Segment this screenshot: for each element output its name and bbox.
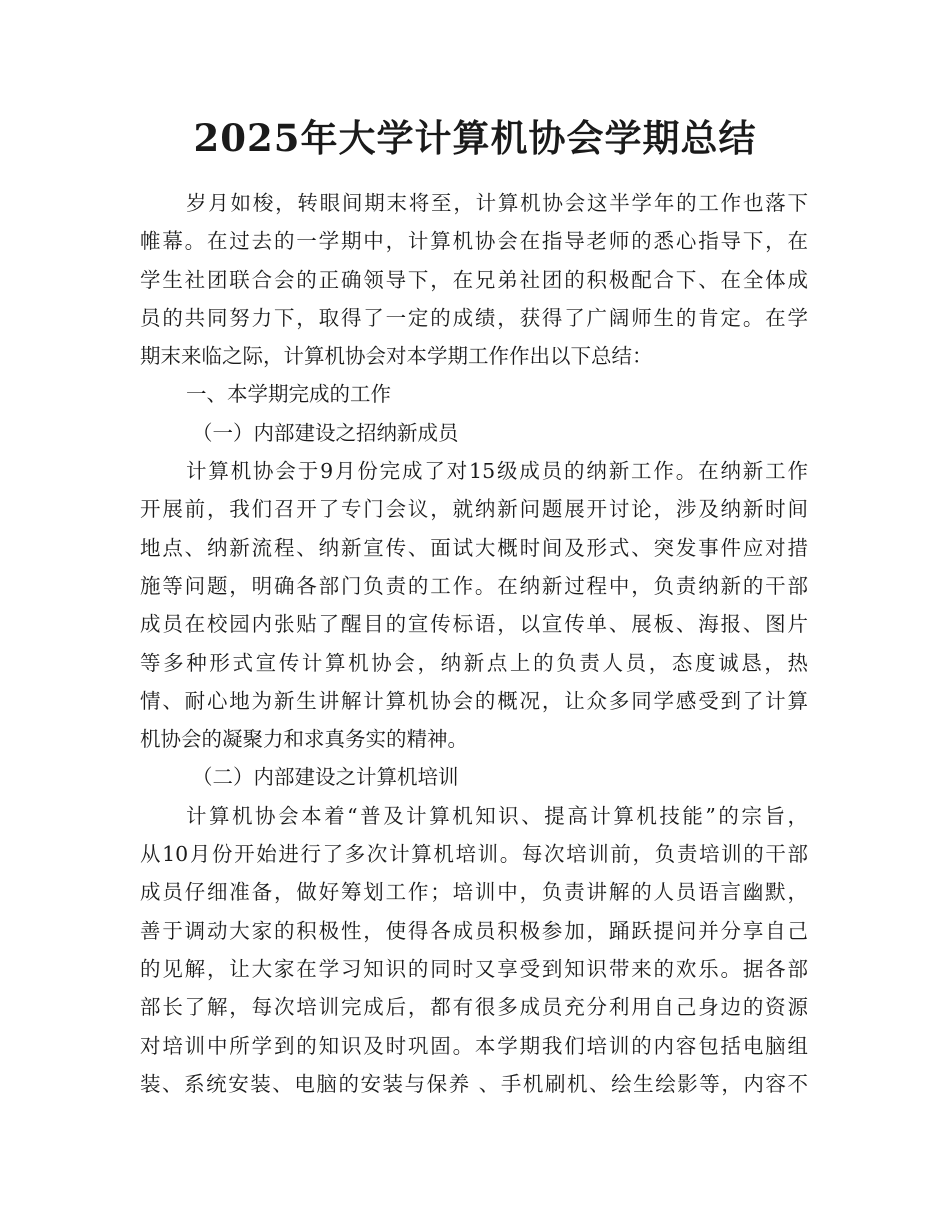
body-line: 施等问题，明确各部门负责的工作。在纳新过程中，负责纳新的干部 [140, 573, 808, 598]
body-line: 员的共同努力下，取得了一定的成绩，获得了广阔师生的肯定。在学 [140, 305, 808, 330]
body-line: 部长了解，每次培训完成后，都有很多成员充分利用自己身边的资源 [140, 995, 808, 1020]
subsection-heading: （二）内部建设之计算机培训 [192, 765, 459, 790]
document-body [140, 184, 808, 1103]
body-line: 期末来临之际，计算机协会对本学期工作作出以下总结： [140, 344, 653, 369]
body-line: 善于调动大家的积极性，使得各成员积极参加，踊跃提问并分享自己 [140, 918, 808, 943]
body-line: 开展前，我们召开了专门会议，就纳新问题展开讨论，涉及纳新时间 [140, 497, 808, 522]
document-title: 2025年大学计算机协会学期总结 [193, 116, 757, 160]
body-line: 从10月份开始进行了多次计算机培训。每次培训前，负责培训的干部 [140, 842, 808, 867]
body-line: 学生社团联合会的正确领导下，在兄弟社团的积极配合下、在全体成 [140, 267, 808, 292]
body-line: 帷幕。在过去的一学期中，计算机协会在指导老师的悉心指导下，在 [140, 229, 808, 254]
body-line: 装、系统安装、电脑的安装与保养 、手机刷机、绘生绘影等，内容不 [140, 1071, 808, 1096]
body-line: 成员仔细准备，做好筹划工作；培训中，负责讲解的人员语言幽默， [140, 880, 808, 905]
body-line: 情、耐心地为新生讲解计算机协会的概况，让众多同学感受到了计算 [140, 688, 808, 713]
section-heading: 一、本学期完成的工作 [186, 382, 391, 407]
subsection-heading: （一）内部建设之招纳新成员 [192, 420, 459, 445]
body-line: 计算机协会于9月份完成了对15级成员的纳新工作。在纳新工作 [186, 459, 808, 484]
body-line: 成员在校园内张贴了醒目的宣传标语，以宣传单、展板、海报、图片 [140, 612, 808, 637]
body-line: 机协会的凝聚力和求真务实的精神。 [140, 727, 468, 752]
body-line: 等多种形式宣传计算机协会，纳新点上的负责人员，态度诚恳，热 [140, 650, 808, 675]
body-line: 岁月如梭，转眼间期末将至，计算机协会这半学年的工作也落下 [186, 191, 808, 215]
body-line: 地点、纳新流程、纳新宣传、面试大概时间及形式、突发事件应对措 [140, 535, 808, 560]
body-line: 计算机协会本着“普及计算机知识、提高计算机技能”的宗旨， [186, 803, 808, 828]
body-line: 的见解，让大家在学习知识的同时又享受到知识带来的欢乐。据各部 [140, 956, 808, 981]
body-line: 对培训中所学到的知识及时巩固。本学期我们培训的内容包括电脑组 [140, 1033, 808, 1058]
